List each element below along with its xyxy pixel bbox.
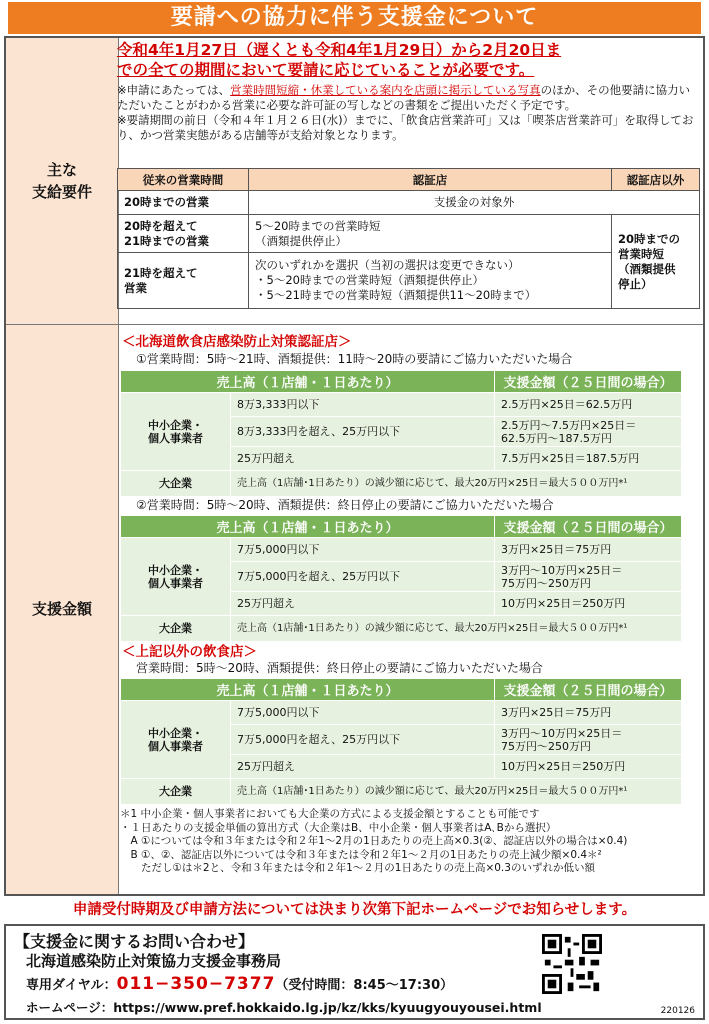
cert-header-noncert: 認証店以外 [612,169,700,191]
contact-box [4,924,705,1020]
cert-header-hours: 従来の営業時間 [118,169,249,191]
cert-row1-value: 支援金の対象外 [249,191,700,215]
case1-line: ①営業時間：5時〜21時、酒類提供：11時〜20時の要請にご協力いただいた場合 [136,352,573,366]
t2-large-value: 売上高（1店舗･1日あたり）の減少額に応じて、最大20万円×25日＝最大５００万円*¹ [231,616,682,642]
t2-r2-sales: 7万5,000円を超え、25万円以下 [231,562,495,592]
t3-large-value: 売上高（1店舗･1日あたり）の減少額に応じて、最大20万円×25日＝最大５００万円*¹ [231,779,682,805]
t2-r3-support: 10万円×25日＝250万円 [495,592,682,616]
contact-tel [26,974,453,994]
t3-large: 大企業 [121,779,231,805]
amount-table-3 [120,678,682,805]
t3-r1-sales: 7万5,000円以下 [231,701,495,725]
t1-r2-support: 2.5万円〜7.5万円×25日＝ 62.5万円〜187.5万円 [495,417,682,447]
contact-org: 北海道感染防止対策協力支援金事務局 [26,952,282,970]
cert-store-title: ＜北海道飲食店感染防止対策認証店＞ [122,334,352,350]
hp-link[interactable]: https://www.pref.hokkaido.lg.jp/kz/kks/kyuugyouyousei.html [113,1000,542,1015]
label-amount: 支援金額 [6,325,119,894]
headline-line-2: での全ての期間において要請に応じていることが必要です。 [117,61,535,79]
t1-r2-sales: 8万3,333円を超え、25万円以下 [231,417,495,447]
t2-sme: 中小企業・ 個人事業者 [121,538,231,616]
note-photo [117,83,701,113]
t3-r2-support: 3万円〜10万円×25日＝ 75万円〜250万円 [495,725,682,755]
cert-header-cert: 認証店 [249,169,612,191]
contact-homepage [26,998,542,1016]
contact-title: 【支援金に関するお問い合わせ】 [14,932,255,951]
t3-r3-support: 10万円×25日＝250万円 [495,755,682,779]
tel-label: 専用ダイヤル： [26,978,117,993]
t1-header-sales: 売上高（１店舗・１日あたり） [121,371,495,393]
cert-row3-hours: 21時を超えて 営業 [118,253,249,309]
t2-header-sales: 売上高（１店舗・１日あたり） [121,516,495,538]
t1-large: 大企業 [121,471,231,497]
amount-table-1 [120,370,682,497]
footnote-4: B ①、②、認証店以外については令和３年または令和２年1〜２月の1日あたりの売上減少額×0.4＊² [120,848,602,861]
t3-r1-support: 3万円×25日＝75万円 [495,701,682,725]
other-store-title: ＜上記以外の飲食店＞ [122,644,257,660]
t3-sme: 中小企業・ 個人事業者 [121,701,231,779]
tel-hours: （受付時間：8:45〜17:30） [275,978,454,993]
case2-line: ②営業時間：5時〜20時、酒類提供：終日停止の要請にご協力いただいた場合 [136,498,554,512]
footnotes [120,808,700,876]
cert-row2-hours: 20時を超えて 21時までの営業 [118,215,249,253]
t2-r1-support: 3万円×25日＝75万円 [495,538,682,562]
cert-row3-cert: 次のいずれかを選択（当初の選択は変更できない） ・5〜20時までの営業時短（酒類提供停止） ・5〜21時までの営業時短（酒類提供11〜20時まで） [249,253,612,309]
footnote-1: ＊1 中小企業・個人事業者においても大企業の方式による支援金額とすることも可能です [120,808,540,820]
t3-header-support: 支援金額（２５日間の場合） [495,679,682,701]
t2-r3-sales: 25万円超え [231,592,495,616]
hp-label: ホームページ： [26,1000,114,1015]
headline-line-1: 令和4年1月27日（遅くとも令和4年1月29日）から2月20日ま [117,41,562,59]
amount-table-2 [120,515,682,642]
t2-large: 大企業 [121,616,231,642]
cert-noncert-value: 20時までの 営業時短 （酒類提供 停止） [612,215,700,309]
t1-header-support: 支援金額（２５日間の場合） [495,371,682,393]
application-notice: 申請受付時期及び申請方法については決まり次第下記ホームページでお知らせします。 [72,902,637,918]
requirement-headline [117,40,701,80]
other-line: 営業時間：5時〜20時、酒類提供：終日停止の要請にご協力いただいた場合 [136,661,543,675]
t1-r1-support: 2.5万円×25日＝62.5万円 [495,393,682,417]
requirements-area [117,40,701,143]
t1-r3-sales: 25万円超え [231,447,495,471]
note1-prefix: ※申請にあたっては、 [117,83,231,97]
t2-header-support: 支援金額（２５日間の場合） [495,516,682,538]
note1-highlight: 営業時間短縮・休業している案内を店頭に掲示している写真 [230,83,541,97]
note1-suffix: のほか、その他要請に協力いただいたことがわかる営業に必要な許可証の写しなどの書類をご提出いただく予定です。 [117,83,691,112]
t3-r2-sales: 7万5,000円を超え、25万円以下 [231,725,495,755]
t2-r2-support: 3万円〜10万円×25日＝ 75万円〜250万円 [495,562,682,592]
footnote-5: ただし①は＊2と、令和３年または令和２年1〜２月の1日あたりの売上高×0.3のいずれか低い額 [120,862,595,874]
label-requirements: 主な 支給要件 [6,38,119,324]
cert-row1-hours: 20時までの営業 [118,191,249,215]
t3-header-sales: 売上高（１店舗・１日あたり） [121,679,495,701]
page-title: 要請への協力に伴う支援金について [8,2,701,34]
note-permit: ※要請期間の前日（令和４年１月２６日(水)）までに、「飲食店営業許可」又は「喫茶店営業許可」を取得しており、かつ営業実態がある店舗等が支給対象となります。 [117,113,694,142]
t1-r3-support: 7.5万円×25日＝187.5万円 [495,447,682,471]
cert-row2-cert: 5〜20時までの営業時短 （酒類提供停止） [249,215,612,253]
t2-r1-sales: 7万5,000円以下 [231,538,495,562]
footnote-2: ・１日あたりの支援金単価の算出方式（大企業はB、中小企業・個人事業者はA､Bから選択） [120,821,557,834]
t3-r3-sales: 25万円超え [231,755,495,779]
qr-code-icon[interactable] [542,934,602,994]
t1-large-value: 売上高（1店舗･1日あたり）の減少額に応じて、最大20万円×25日＝最大５００万円*¹ [231,471,682,497]
cert-table [117,168,700,309]
tel-number[interactable]: 011−350−7377 [116,974,276,994]
footnote-3: A ①については令和３年または令和２年1〜2月の1日あたりの売上高×0.3(②、認証店以外の場合は×0.4) [120,835,628,847]
document-code: 220126 [660,1006,695,1016]
t1-sme: 中小企業・ 個人事業者 [121,393,231,471]
t1-r1-sales: 8万3,333円以下 [231,393,495,417]
